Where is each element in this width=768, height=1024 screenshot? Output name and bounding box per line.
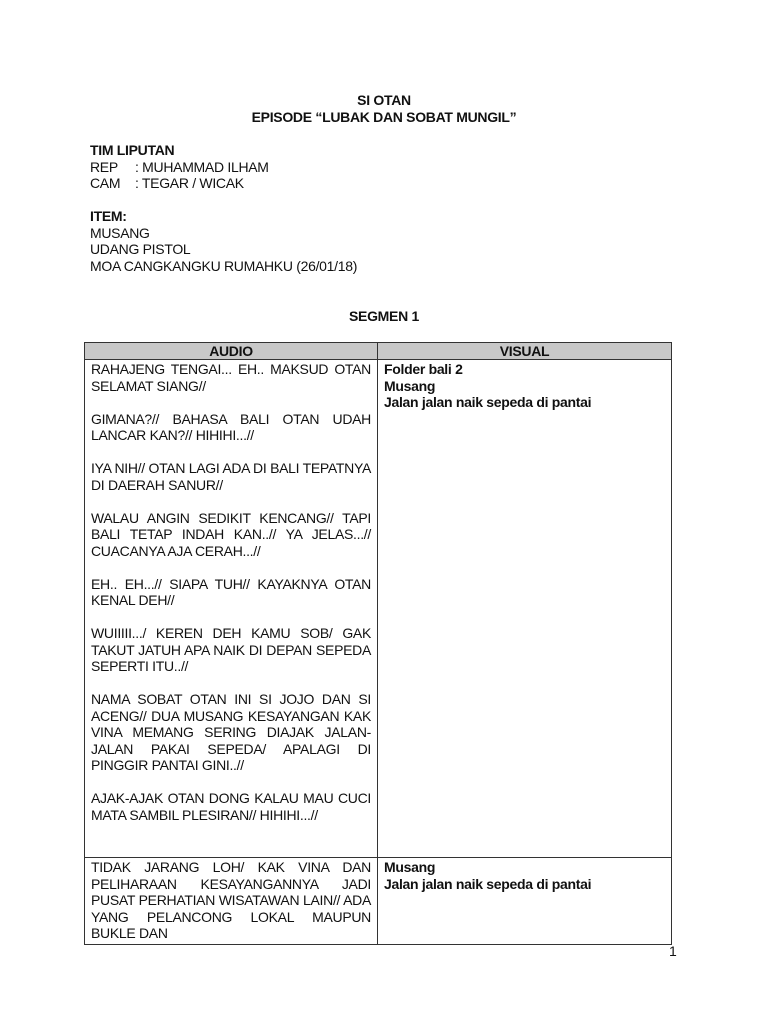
audio-paragraph: TIDAK JARANG LOH/ KAK VINA DAN PELIHARAAN KESAYANGANNYA JADI PUSAT PERHATIAN WISATAWAN LAIN// ADA YANG PELANCONG LOKAL MAUPUN BUKLE DAN	[91, 859, 371, 941]
item-entry: UDANG PISTOL	[90, 241, 191, 257]
team-member-rep	[90, 159, 269, 176]
table-header-row	[85, 343, 672, 360]
document-title: SI OTAN	[357, 92, 411, 108]
team-value: : MUHAMMAD ILHAM	[135, 158, 269, 175]
page-number: 1	[669, 943, 677, 959]
visual-line: Musang	[384, 859, 436, 875]
team-role: CAM	[90, 175, 121, 191]
visual-line: Musang	[384, 377, 436, 394]
visual-line: Folder bali 2	[384, 361, 463, 377]
table-row	[85, 858, 672, 945]
visual-column-header: VISUAL	[378, 343, 672, 360]
team-member-cam	[90, 175, 269, 192]
audio-column-header: AUDIO	[85, 343, 378, 360]
segment-title: SEGMEN 1	[349, 308, 419, 324]
audio-paragraph: WUIIIII.../ KEREN DEH KAMU SOB/ GAK TAKUT JATUH APA NAIK DI DEPAN SEPEDA SEPERTI ITU..//	[91, 625, 371, 674]
audio-paragraph: GIMANA?// BAHASA BALI OTAN UDAH LANCAR KAN?// HIHIHI...//	[91, 410, 371, 443]
visual-cell	[378, 360, 672, 858]
audio-paragraph: AJAK-AJAK OTAN DONG KALAU MAU CUCI MATA SAMBIL PLESIRAN// HIHIHI...//	[91, 790, 371, 823]
audio-paragraph: EH.. EH...// SIAPA TUH// KAYAKNYA OTAN KENAL DEH//	[91, 575, 371, 608]
items-heading: ITEM:	[90, 208, 127, 224]
item-entry: MOA CANGKANGKU RUMAHKU (26/01/18)	[90, 257, 358, 274]
team-heading: TIM LIPUTAN	[90, 142, 175, 158]
team-block	[90, 142, 269, 192]
audio-paragraph: NAMA SOBAT OTAN INI SI JOJO DAN SI ACENG// DUA MUSANG KESAYANGAN KAK VINA MEMANG SERING DIAJAK JALAN-JALAN PAKAI SEPEDA/ APALAGI DI PINGGIR PANTAI GINI..//	[91, 691, 371, 773]
audio-paragraph: WALAU ANGIN SEDIKIT KENCANG// TAPI BALI TETAP INDAH KAN..// YA JELAS...// CUACANYA AJA CERAH...//	[91, 509, 371, 559]
table-row	[85, 360, 672, 858]
items-block	[90, 208, 357, 274]
team-value: : TEGAR / WICAK	[135, 175, 244, 191]
audio-paragraph: RAHAJENG TENGAI... EH.. MAKSUD OTAN SELAMAT SIANG//	[91, 361, 371, 394]
visual-line: Jalan jalan naik sepeda di pantai	[384, 394, 592, 410]
episode-title: EPISODE “LUBAK DAN SOBAT MUNGIL”	[251, 109, 517, 125]
audio-paragraph: IYA NIH// OTAN LAGI ADA DI BALI TEPATNYA DI DAERAH SANUR//	[91, 460, 371, 493]
visual-cell	[378, 858, 672, 945]
item-entry: MUSANG	[90, 224, 150, 241]
visual-line: Jalan jalan naik sepeda di pantai	[384, 875, 592, 892]
team-role: REP	[90, 158, 118, 175]
script-table	[84, 342, 672, 945]
audio-cell	[85, 360, 378, 858]
audio-cell	[85, 858, 378, 945]
